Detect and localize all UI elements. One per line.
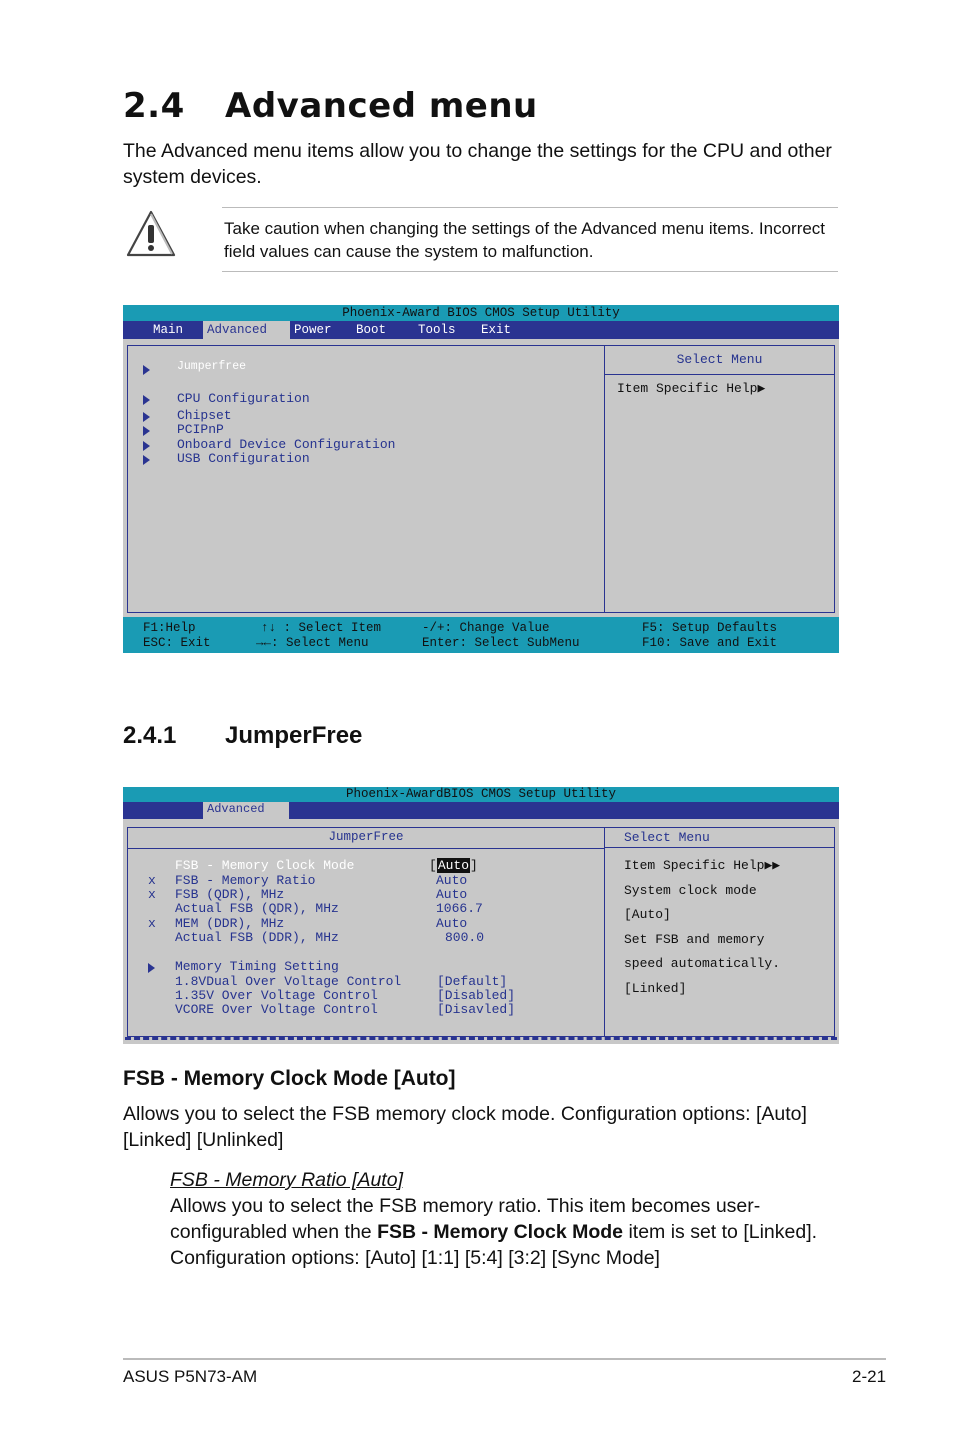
help-line: [Linked]	[624, 981, 687, 996]
section-number: 2.4	[123, 86, 185, 126]
fsb-clock-mode-heading: FSB - Memory Clock Mode [Auto]	[123, 1067, 456, 1090]
voltage-135v-value[interactable]: [Disabled]	[437, 988, 516, 1003]
fsb-memory-ratio-title: FSB - Memory Ratio [Auto]	[170, 1169, 403, 1191]
submenu-arrow-icon	[143, 455, 150, 465]
footer-f5: F5: Setup Defaults	[642, 621, 778, 635]
ratio-text-bold: FSB - Memory Clock Mode	[377, 1221, 624, 1243]
menu-tab-main[interactable]: Main	[153, 323, 184, 337]
fsb-memory-clock-mode-value[interactable]: [Auto]	[429, 858, 478, 873]
voltage-18vdual-label[interactable]: 1.8VDual Over Voltage Control	[175, 974, 402, 989]
submenu-arrow-icon	[143, 441, 150, 451]
bios-body	[123, 339, 839, 617]
footer-enter: Enter: Select SubMenu	[422, 636, 580, 650]
menu-item-usb-configuration[interactable]: USB Configuration	[177, 451, 310, 466]
bios2-title: Phoenix-AwardBIOS CMOS Setup Utility	[123, 787, 839, 802]
bios2-menu-bar	[123, 802, 839, 819]
subsection-number: 2.4.1	[123, 722, 177, 749]
footer-esc: ESC: Exit	[143, 636, 211, 650]
subsection-name: JumperFree	[225, 722, 363, 749]
help-line: Set FSB and memory	[624, 932, 765, 947]
selected-value[interactable]: Auto	[437, 858, 470, 873]
help-panel-title: Select Menu	[605, 828, 834, 848]
disabled-marker: x	[148, 873, 156, 888]
jumperfree-panel-title: JumperFree	[128, 828, 604, 849]
fsb-memory-ratio-section	[170, 1167, 850, 1271]
subsection-title	[123, 722, 362, 750]
cut-off-edge	[125, 1037, 837, 1040]
ratio-text-a: Allows you to select the FSB memory ratio. This item becomes user-configurabled when the	[170, 1195, 761, 1243]
bios-menu-bar	[123, 321, 839, 339]
bios-left-panel	[127, 345, 605, 613]
actual-fsb-qdr-label: Actual FSB (QDR), MHz	[175, 901, 339, 916]
voltage-135v-label[interactable]: 1.35V Over Voltage Control	[175, 988, 378, 1003]
bios2-body	[123, 819, 839, 1044]
help-line: speed automatically.	[624, 956, 781, 971]
warning-triangle-icon	[125, 209, 177, 259]
fsb-memory-ratio-label[interactable]: FSB - Memory Ratio	[175, 873, 316, 888]
menu-item-chipset[interactable]: Chipset	[177, 408, 232, 423]
footer-select-item: ↑↓ : Select Item	[261, 621, 382, 635]
bios2-help-panel	[604, 827, 835, 1037]
menu-item-cpu-configuration[interactable]: CPU Configuration	[177, 391, 310, 406]
disabled-marker: x	[148, 916, 156, 931]
actual-fsb-ddr-label: Actual FSB (DDR), MHz	[175, 930, 339, 945]
footer-select-menu: →←: Select Menu	[256, 636, 369, 650]
bios-screen-jumperfree	[123, 787, 839, 1044]
footer-f10: F10: Save and Exit	[642, 636, 778, 650]
bios-screen-advanced	[123, 305, 839, 653]
fsb-memory-clock-mode-label[interactable]: FSB - Memory Clock Mode	[175, 858, 355, 873]
submenu-arrow-icon	[143, 426, 150, 436]
bios2-left-panel	[127, 827, 605, 1037]
submenu-arrow-icon	[143, 365, 150, 375]
footer-change-value: -/+: Change Value	[422, 621, 550, 635]
menu-item-onboard-device[interactable]: Onboard Device Configuration	[177, 437, 396, 452]
section-title: Advanced menu	[225, 86, 538, 126]
disabled-marker: x	[148, 887, 156, 902]
fsb-memory-ratio-value[interactable]: Auto	[436, 873, 468, 888]
mem-ddr-value[interactable]: Auto	[436, 916, 468, 931]
help-heading	[624, 858, 780, 873]
double-arrow-right-icon: ▶▶	[764, 858, 781, 873]
arrow-right-icon: ▶	[757, 381, 766, 396]
fsb-qdr-label[interactable]: FSB (QDR), MHz	[175, 887, 285, 902]
fsb-qdr-value[interactable]: Auto	[436, 887, 468, 902]
fsb-clock-mode-description: Allows you to select the FSB memory clock mode. Configuration options: [Auto] [Linked] [Unlinked]	[123, 1103, 807, 1151]
menu-tab-advanced[interactable]: Advanced	[203, 802, 289, 819]
actual-fsb-qdr-value: 1066.7	[436, 901, 483, 916]
bios-footer	[123, 617, 839, 653]
menu-tab-advanced[interactable]: Advanced	[203, 321, 290, 339]
submenu-arrow-icon	[143, 395, 150, 405]
help-line: [Auto]	[624, 907, 671, 922]
menu-tab-exit[interactable]: Exit	[481, 323, 512, 337]
submenu-arrow-icon	[148, 963, 155, 973]
voltage-18vdual-value[interactable]: [Default]	[437, 974, 508, 989]
menu-tab-boot[interactable]: Boot	[356, 323, 387, 337]
page-title	[123, 86, 538, 126]
submenu-arrow-icon	[143, 412, 150, 422]
ratio-text-b: item is set to [Linked]. Configuration options: [Auto] [1:1] [5:4] [3:2] [Sync Mode]	[170, 1221, 818, 1269]
footer-f1: F1:Help	[143, 621, 196, 635]
footer-page-number: 2-21	[852, 1367, 887, 1386]
footer-model: ASUS P5N73-AM	[123, 1367, 258, 1386]
menu-item-pcipnp[interactable]: PCIPnP	[177, 422, 224, 437]
help-panel-title: Select Menu	[605, 346, 834, 375]
bios-title: Phoenix-Award BIOS CMOS Setup Utility	[123, 305, 839, 321]
help-title	[617, 381, 765, 396]
mem-ddr-label[interactable]: MEM (DDR), MHz	[175, 916, 285, 931]
caution-note: Take caution when changing the settings of the Advanced menu items. Incorrect field values can cause the system to malfunction.	[222, 207, 838, 272]
actual-fsb-ddr-value: 800.0	[445, 930, 485, 945]
help-heading-text: Item Specific Help	[624, 858, 765, 873]
intro-paragraph: The Advanced menu items allow you to change the settings for the CPU and other system devices.	[123, 140, 832, 188]
menu-tab-tools[interactable]: Tools	[418, 323, 456, 337]
vcore-voltage-label[interactable]: VCORE Over Voltage Control	[175, 1002, 378, 1017]
footer-rule	[123, 1358, 886, 1360]
memory-timing-setting-item[interactable]: Memory Timing Setting	[175, 959, 339, 974]
bios-help-panel	[604, 345, 835, 613]
menu-tab-power[interactable]: Power	[294, 323, 332, 337]
help-line: System clock mode	[624, 883, 757, 898]
menu-item-jumperfree[interactable]: Jumperfree	[177, 360, 247, 373]
help-title-text: Item Specific Help	[617, 381, 758, 396]
vcore-voltage-value[interactable]: [Disavled]	[437, 1002, 516, 1017]
